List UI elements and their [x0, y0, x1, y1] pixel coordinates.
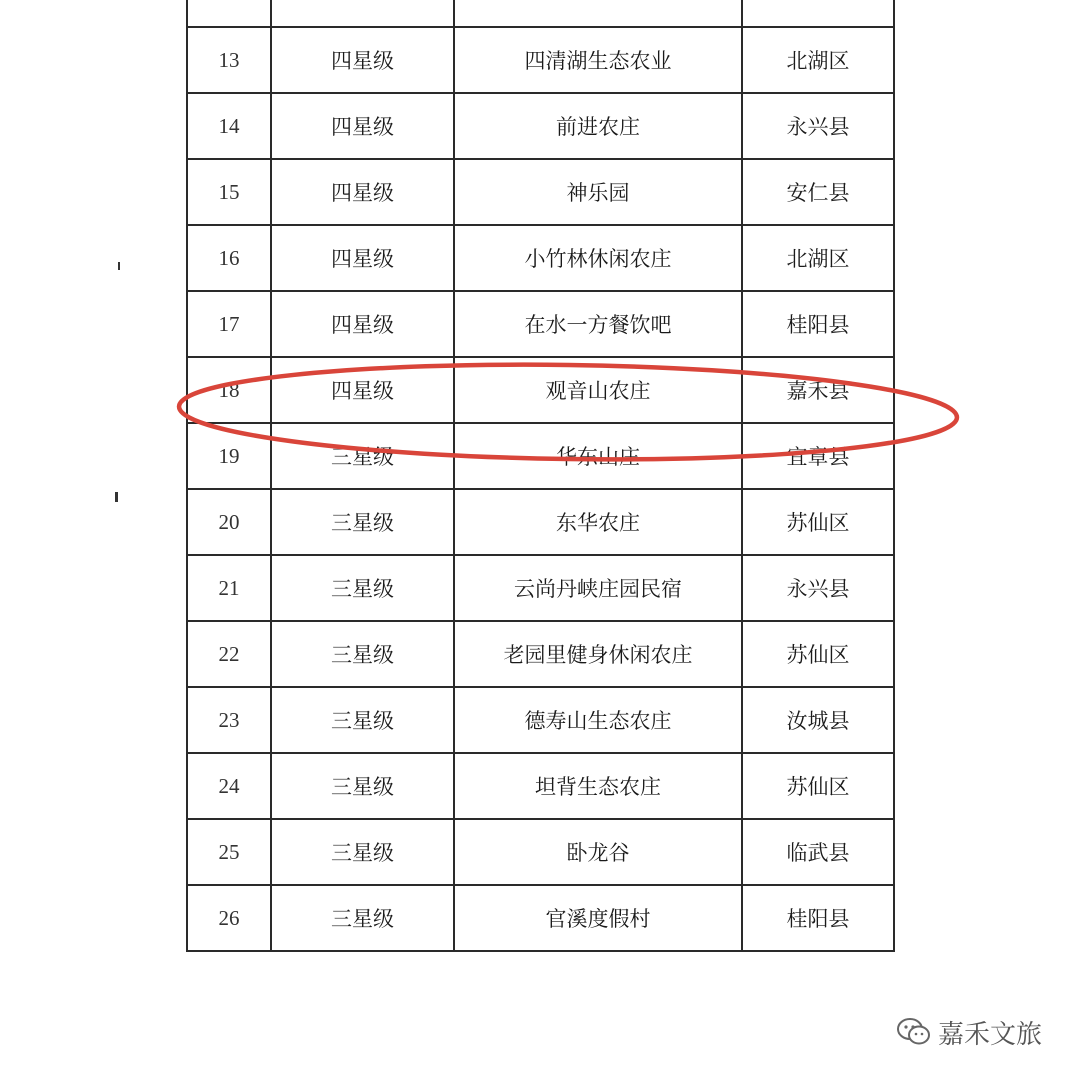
cell-no: 15 [187, 159, 271, 225]
table-row [187, 291, 894, 357]
table-header-row [187, 0, 894, 27]
table-row [187, 687, 894, 753]
cell-level: 三星级 [271, 621, 454, 687]
cell-no: 18 [187, 357, 271, 423]
cell-location: 永兴县 [742, 555, 894, 621]
cell-no: 22 [187, 621, 271, 687]
cell-name: 小竹林休闲农庄 [454, 225, 742, 291]
cell-level: 三星级 [271, 687, 454, 753]
cell-level: 三星级 [271, 753, 454, 819]
cell-name: 东华农庄 [454, 489, 742, 555]
cell-location: 苏仙区 [742, 621, 894, 687]
table-row [187, 621, 894, 687]
rating-table [186, 0, 895, 952]
cell-location: 桂阳县 [742, 291, 894, 357]
cell-level: 三星级 [271, 423, 454, 489]
table-row [187, 93, 894, 159]
table-row [187, 819, 894, 885]
cell-level: 四星级 [271, 159, 454, 225]
cell-name: 坦背生态农庄 [454, 753, 742, 819]
table-row [187, 555, 894, 621]
margin-mark [118, 262, 120, 270]
cell-location: 宜章县 [742, 423, 894, 489]
cell-no: 21 [187, 555, 271, 621]
cell-level: 三星级 [271, 819, 454, 885]
table-row [187, 159, 894, 225]
table-row [187, 423, 894, 489]
table-row [187, 885, 894, 951]
cell-location: 安仁县 [742, 159, 894, 225]
cell-level: 四星级 [271, 291, 454, 357]
table-row [187, 225, 894, 291]
cell-level: 三星级 [271, 489, 454, 555]
cell-level: 四星级 [271, 27, 454, 93]
cell-location: 永兴县 [742, 93, 894, 159]
cell-name: 神乐园 [454, 159, 742, 225]
cell-location: 苏仙区 [742, 489, 894, 555]
cell-level: 三星级 [271, 555, 454, 621]
cell-location: 临武县 [742, 819, 894, 885]
header-cell-level [271, 0, 454, 27]
table-row [187, 357, 894, 423]
cell-location: 汝城县 [742, 687, 894, 753]
cell-location: 北湖区 [742, 225, 894, 291]
cell-name: 卧龙谷 [454, 819, 742, 885]
watermark [896, 1014, 1042, 1050]
cell-level: 三星级 [271, 885, 454, 951]
cell-name: 观音山农庄 [454, 357, 742, 423]
cell-name: 在水一方餐饮吧 [454, 291, 742, 357]
cell-location: 嘉禾县 [742, 357, 894, 423]
cell-name: 前进农庄 [454, 93, 742, 159]
cell-name: 官溪度假村 [454, 885, 742, 951]
cell-name: 云尚丹峡庄园民宿 [454, 555, 742, 621]
cell-level: 四星级 [271, 225, 454, 291]
table-row [187, 489, 894, 555]
cell-level: 四星级 [271, 93, 454, 159]
cell-name: 德寿山生态农庄 [454, 687, 742, 753]
header-cell-location [742, 0, 894, 27]
cell-location: 桂阳县 [742, 885, 894, 951]
cell-no: 23 [187, 687, 271, 753]
cell-no: 24 [187, 753, 271, 819]
cell-no: 17 [187, 291, 271, 357]
cell-location: 北湖区 [742, 27, 894, 93]
cell-no: 16 [187, 225, 271, 291]
cell-no: 26 [187, 885, 271, 951]
cell-name: 老园里健身休闲农庄 [454, 621, 742, 687]
cell-level: 四星级 [271, 357, 454, 423]
cell-no: 14 [187, 93, 271, 159]
cell-name: 华东山庄 [454, 423, 742, 489]
header-cell-name [454, 0, 742, 27]
cell-no: 19 [187, 423, 271, 489]
wechat-icon [896, 1017, 932, 1047]
cell-no: 13 [187, 27, 271, 93]
watermark-text: 嘉禾文旅 [938, 1019, 1043, 1050]
margin-mark [115, 492, 118, 502]
table-row [187, 753, 894, 819]
table-row [187, 27, 894, 93]
cell-no: 25 [187, 819, 271, 885]
cell-no: 20 [187, 489, 271, 555]
header-cell-no [187, 0, 271, 27]
cell-name: 四清湖生态农业 [454, 27, 742, 93]
cell-location: 苏仙区 [742, 753, 894, 819]
